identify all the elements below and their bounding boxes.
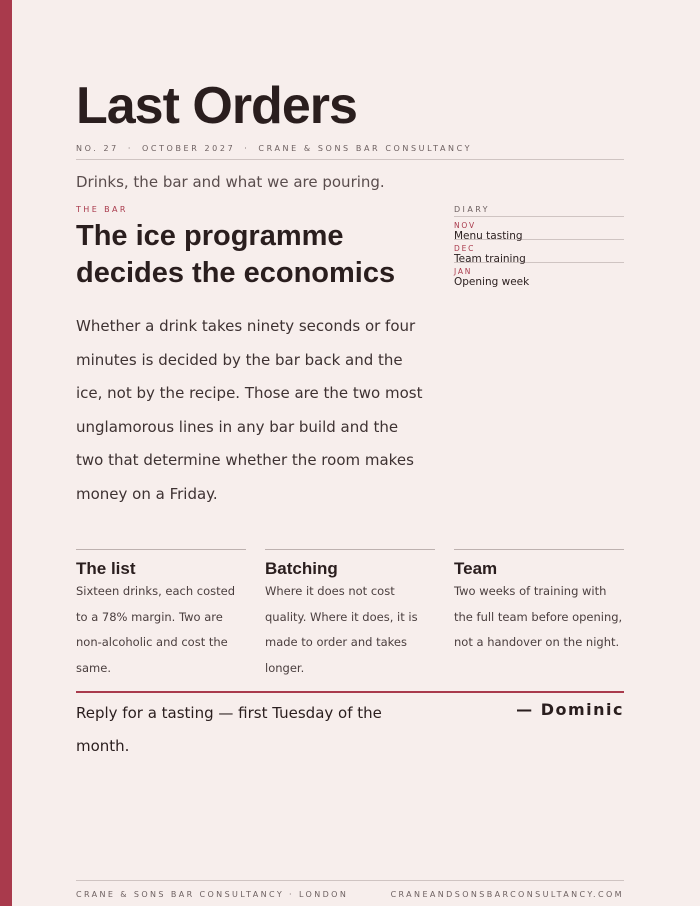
reply-invitation: Reply for a tasting — first Tuesday of the month. xyxy=(76,704,382,755)
column-body: Sixteen drinks, each costed to a 78% margin. Two are non-alcoholic and cost the same. xyxy=(76,584,236,675)
column-body: Two weeks of training with the full team before opening, not a handover on the night. xyxy=(454,584,623,649)
diary-month: DEC xyxy=(454,244,476,253)
diary-item xyxy=(454,240,624,263)
diary-event: Team training xyxy=(454,253,526,265)
footer-divider xyxy=(76,880,624,881)
publisher-name: CRANE & SONS BAR CONSULTANCY xyxy=(258,144,473,153)
issue-date: OCTOBER 2027 xyxy=(141,144,236,153)
section-kicker: THE BAR xyxy=(76,205,128,214)
masthead-title: Last Orders xyxy=(76,77,357,135)
diary-month: NOV xyxy=(454,221,476,230)
column-title: Team xyxy=(454,559,498,578)
diary-event: Menu tasting xyxy=(454,230,523,242)
diary-event: Opening week xyxy=(454,276,530,288)
closing-divider xyxy=(76,691,624,693)
footer-address: CRANE & SONS BAR CONSULTANCY · LONDON xyxy=(76,890,349,899)
header-divider xyxy=(76,159,624,160)
issue-number: NO. 27 xyxy=(76,144,119,153)
tagline: Drinks, the bar and what we are pouring. xyxy=(76,173,385,191)
diary-panel xyxy=(454,205,624,286)
column-body: Where it does not cost quality. Where it does, it is made to order and takes longer. xyxy=(265,584,418,675)
column-team xyxy=(454,549,624,656)
accent-spine xyxy=(0,0,12,906)
feature-body: Whether a drink takes ninety seconds or four minutes is decided by the bar back and the ice, not by the recipe. Those are the two most unglamorous lines in any bar build and the two that determine whether the room makes money on a Friday. xyxy=(76,317,423,503)
diary-month: JAN xyxy=(454,267,473,276)
column-batching xyxy=(265,549,435,681)
footer-website: CRANEANDSONSBARCONSULTANCY.COM xyxy=(390,890,624,899)
feature-headline: The ice programme decides the economics xyxy=(76,220,396,289)
diary-item xyxy=(454,217,624,240)
meta-separator: · xyxy=(127,144,133,153)
diary-item xyxy=(454,263,624,286)
meta-separator: · xyxy=(244,144,250,153)
column-title: Batching xyxy=(265,559,338,578)
column-the-list xyxy=(76,549,246,681)
column-title: The list xyxy=(76,559,136,578)
diary-title: DIARY xyxy=(454,205,624,217)
issue-meta xyxy=(76,144,624,153)
signoff: — Dominic xyxy=(516,700,624,719)
